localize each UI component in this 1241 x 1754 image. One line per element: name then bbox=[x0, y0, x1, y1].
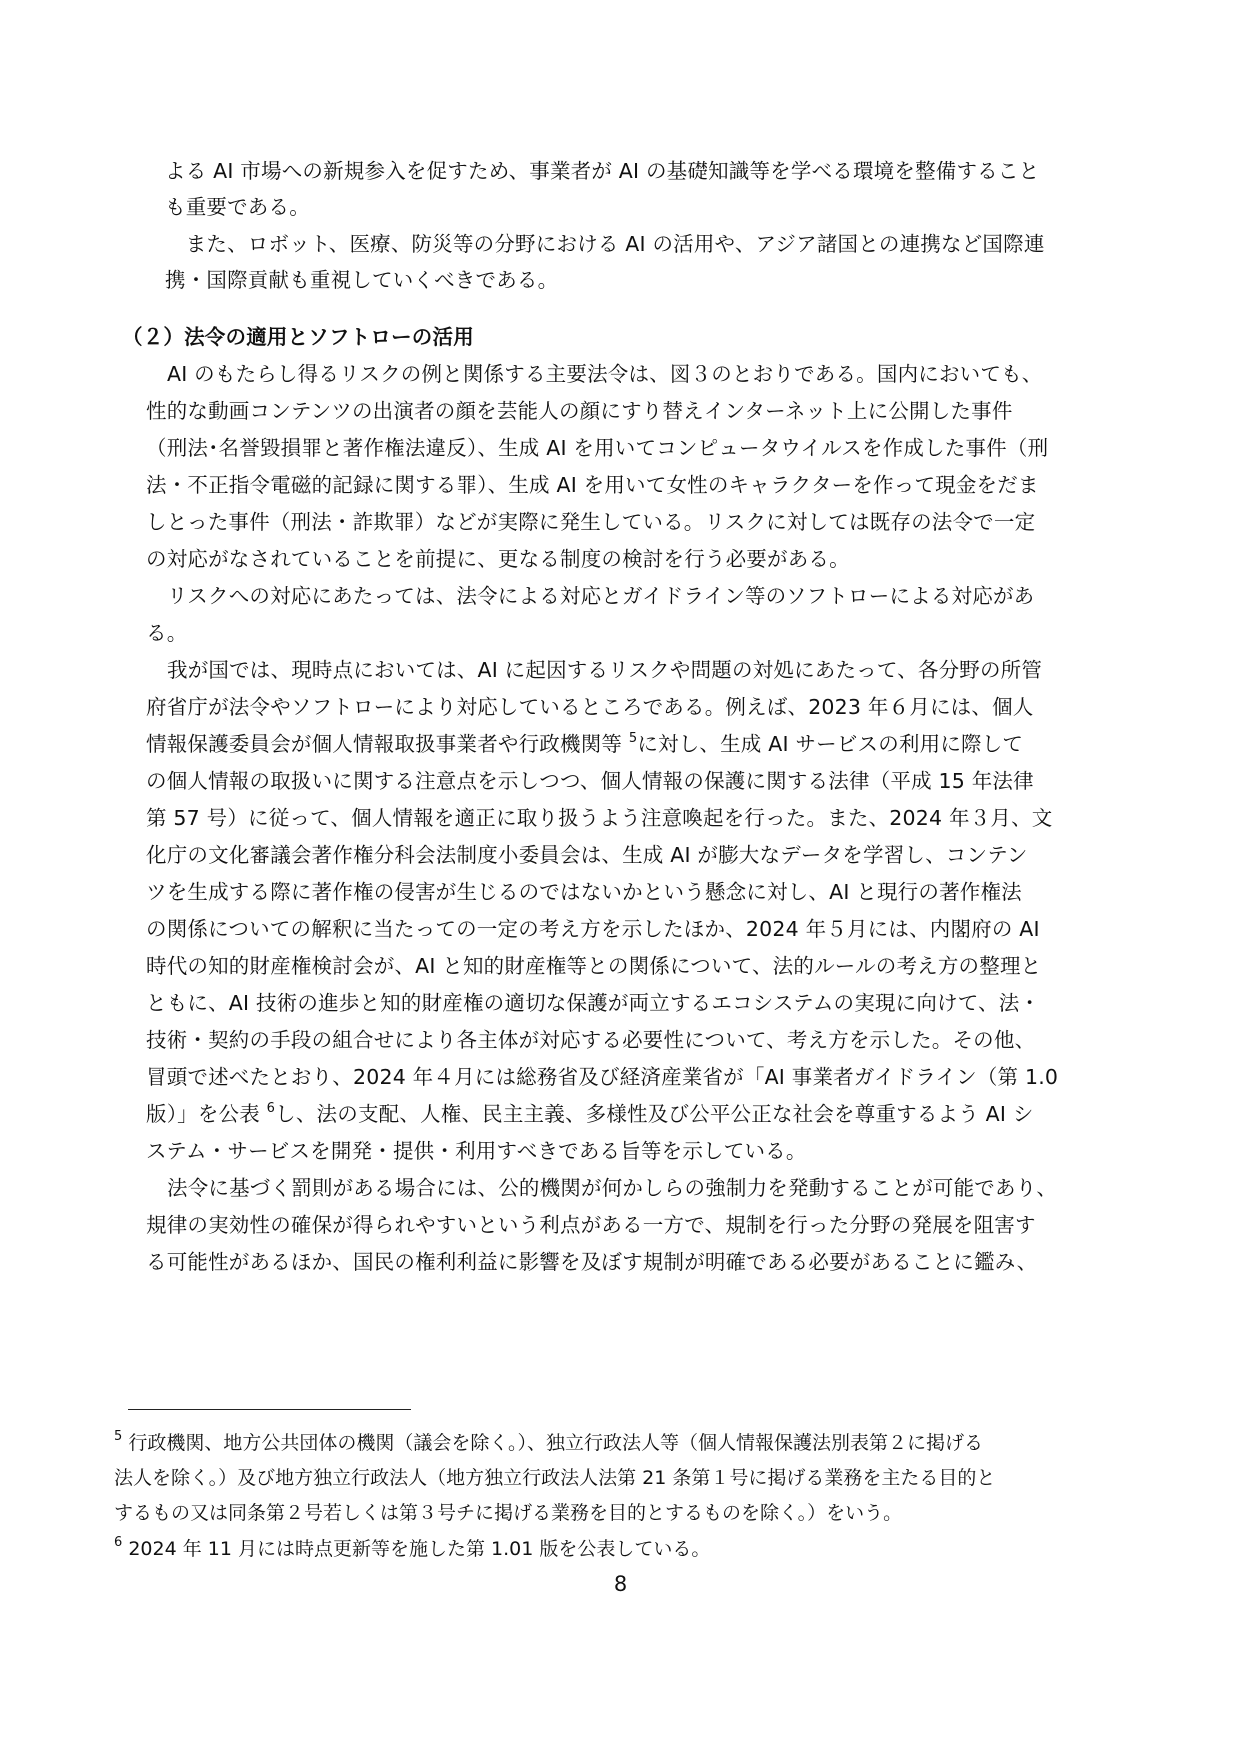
body-line: ツを生成する際に著作権の侵害が生じるのではないかという懸念に対し、AI と現行の著作権法 bbox=[146, 880, 1022, 904]
footnote-line: するもの又は同条第２号若しくは第３号チに掲げる業務を目的とするものを除く。）をいう。 bbox=[114, 1502, 903, 1524]
intro-line: も重要である。 bbox=[165, 195, 310, 219]
footnote-separator bbox=[128, 1409, 411, 1410]
body-line: 冒頭で述べたとおり、2024 年４月には総務省及び経済産業省が「AI 事業者ガイドライン（第 1.0 bbox=[146, 1065, 1059, 1089]
footnote-ref[interactable]: 6 bbox=[266, 1101, 276, 1116]
body-line: 技術・契約の手段の組合せにより各主体が対応する必要性について、考え方を示した。その他、 bbox=[146, 1028, 1036, 1052]
body-line bbox=[146, 1100, 1034, 1128]
body-line: 時代の知的財産権検討会が、AI と知的財産権等との関係について、法的ルールの考え方の整理と bbox=[146, 954, 1042, 978]
footnote-5 bbox=[114, 1430, 983, 1456]
body-line: の関係についての解釈に当たっての一定の考え方を示したほか、2024 年５月には、内閣府の AI bbox=[146, 917, 1040, 941]
footnote-6 bbox=[114, 1536, 710, 1562]
footnote-ref[interactable]: 5 bbox=[628, 731, 638, 746]
body-line: 法・不正指令電磁的記録に関する罪）、生成 AI を用いて女性のキャラクターを作って現金をだま bbox=[146, 473, 1039, 497]
body-line: 法令に基づく罰則がある場合には、公的機関が何かしらの強制力を発動することが可能であり、 bbox=[167, 1176, 1058, 1200]
body-line: しとった事件（刑法・詐欺罪）などが実際に発生している。リスクに対しては既存の法令で一定 bbox=[146, 510, 1036, 534]
body-line: 性的な動画コンテンツの出演者の顔を芸能人の顔にすり替えインターネット上に公開した事件 bbox=[146, 399, 1013, 423]
body-line: る可能性があるほか、国民の権利利益に影響を及ぼす規制が明確である必要があることに鑑み、 bbox=[146, 1250, 1038, 1274]
footnote-text: 2024 年 11 月には時点更新等を施した第 1.01 版を公表している。 bbox=[128, 1538, 711, 1560]
body-line: AI のもたらし得るリスクの例と関係する主要法令は、図３のとおりである。国内においても、 bbox=[167, 362, 1043, 386]
body-line: の対応がなされていることを前提に、更なる制度の検討を行う必要がある。 bbox=[146, 547, 850, 571]
body-line: ステム・サービスを開発・提供・利用すべきである旨等を示している。 bbox=[146, 1139, 807, 1163]
intro-line: よる AI 市場への新規参入を促すため、事業者が AI の基礎知識等を学べる環境を整備すること bbox=[165, 159, 1040, 183]
footnote-text: 行政機関、地方公共団体の機関（議会を除く。）、独立行政法人等（個人情報保護法別表第２に掲げる bbox=[128, 1432, 983, 1454]
body-line: 規律の実効性の確保が得られやすいという利点がある一方で、規制を行った分野の発展を阻害す bbox=[146, 1213, 1036, 1237]
body-line: リスクへの対応にあたっては、法令による対応とガイドライン等のソフトローによる対応があ bbox=[167, 584, 1035, 608]
body-line: ともに、AI 技術の進歩と知的財産権の適切な保護が両立するエコシステムの実現に向けて、法・ bbox=[146, 991, 1041, 1015]
body-line: の個人情報の取扱いに関する注意点を示しつつ、個人情報の保護に関する法律（平成 15 年法律 bbox=[146, 769, 1034, 793]
body-line-text: し、法の支配、人権、民主主義、多様性及び公平公正な社会を尊重するよう AI シ bbox=[275, 1102, 1034, 1126]
body-line: る。 bbox=[146, 621, 188, 645]
body-line: 我が国では、現時点においては、AI に起因するリスクや問題の対処にあたって、各分野の所管 bbox=[167, 658, 1043, 682]
intro-line: 携・国際貢献も重視していくべきである。 bbox=[165, 268, 559, 292]
body-line: 第 57 号）に従って、個人情報を適正に取り扱うよう注意喚起を行った。また、2024 年３月、文 bbox=[146, 806, 1053, 830]
body-line-text: 版）」を公表 bbox=[146, 1102, 267, 1126]
body-line: （刑法･名誉毀損罪と著作権法違反）、生成 AI を用いてコンピュータウイルスを作成した事件（刑 bbox=[146, 436, 1049, 460]
body-line: 府省庁が法令やソフトローにより対応しているところである。例えば、2023 年６月には、個人 bbox=[146, 695, 1034, 719]
section-heading: （２）法令の適用とソフトローの活用 bbox=[122, 325, 474, 349]
body-line bbox=[146, 730, 1023, 758]
body-line-text: に対し、生成 AI サービスの利用に際して bbox=[637, 732, 1024, 756]
intro-line: また、ロボット、医療、防災等の分野における AI の活用や、アジア諸国との連携など国際連 bbox=[165, 232, 1045, 256]
footnote-mark: 5 bbox=[114, 1429, 123, 1444]
page-number: 8 bbox=[613, 1572, 628, 1596]
footnote-line: 法人を除く。）及び地方独立行政法人（地方独立行政法人法第 21 条第１号に掲げる業務を主たる目的と bbox=[114, 1467, 996, 1489]
footnote-mark: 6 bbox=[114, 1535, 123, 1550]
body-line: 化庁の文化審議会著作権分科会法制度小委員会は、生成 AI が膨大なデータを学習し、コンテン bbox=[146, 843, 1028, 867]
body-line-text: 情報保護委員会が個人情報取扱事業者や行政機関等 bbox=[146, 732, 629, 756]
